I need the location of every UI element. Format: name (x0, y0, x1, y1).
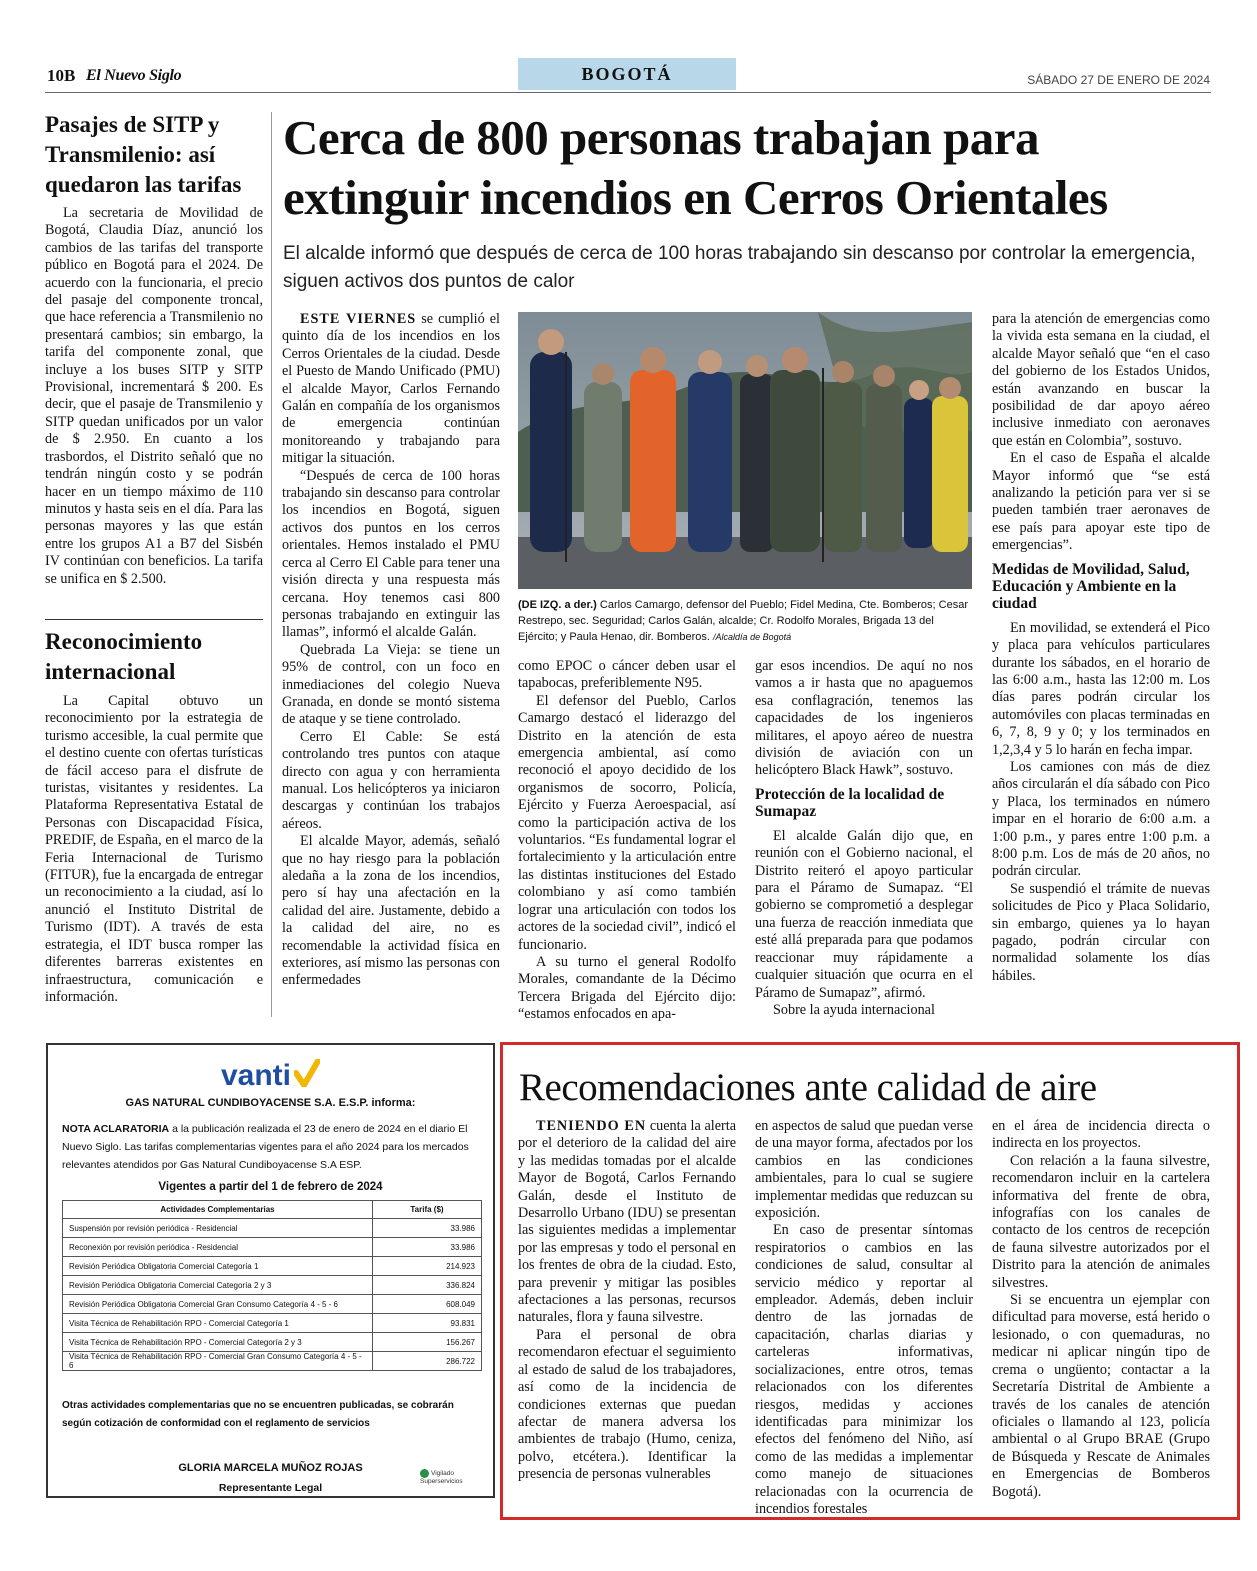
article-paragraph: gar esos incendios. De aquí no nos vamos a ir hasta que no apaguemos esa conflagración, tenemos las capacidades de los ingenieros militares, el apoyo aéreo de nuestra división de aviación con un helicóptero Black Hawk”, sostuvo. (755, 658, 973, 779)
article-body-reconocimiento (45, 693, 263, 1006)
issue-date: SÁBADO 27 DE ENERO DE 2024 (1027, 73, 1210, 87)
table-header: Actividades Complementarias (63, 1201, 373, 1219)
article-paragraph: en aspectos de salud que puedan verse de una mayor forma, afectados por los cambios en las condiciones ambientales, para lo cual se sugiere implementar medidas que reduzcan su exposición. (755, 1118, 973, 1222)
seal-icon (420, 1469, 429, 1478)
article-paragraph: en el área de incidencia directa o indirecta en los proyectos. (992, 1118, 1210, 1152)
article-paragraph: Se suspendió el trámite de nuevas solicitudes de Pico y Placa Solidario, sin embargo, quienes ya lo hayan pagado, podrán circular con normalidad solamente los días hábiles. (992, 880, 1210, 984)
article-paragraph: El alcalde Mayor, además, señaló que no hay riesgo para la población aledaña a la zona de los incendios, pero sí hay una afectación en la calidad del aire. Justamente, debido a la calidad del aire, no es recomendable la actividad física en exteriores, así mismo las personas con enfermedades (282, 833, 500, 989)
reco-column-2 (755, 1118, 973, 1518)
article-paragraph: Si se encuentra un ejemplar con dificultad para moverse, está herido o lesionado, o con quemaduras, no medicar ni aplicar ningún tipo de crema o ungüento; contactar a la Secretaría Distrital de Ambiente a través de los canales de atención oficiales o llamando al 123, policía ambiental o al Grupo BRAE (Grupo de Búsqueda y Rescate de Animales en Emergencias de Bomberos Bogotá). (992, 1292, 1210, 1500)
caption-text: Carlos Camargo, defensor del Pueblo; Fidel Medina, Cte. Bomberos; Cesar Restrepo, sec. Seguridad; Carlos Galán, alcalde; Cr. Rodolfo Morales, Brigada 13 del Ejército; y Paula Henao, dir. Bomberos. (518, 599, 968, 644)
vanti-logo (48, 1059, 493, 1093)
article-paragraph: Con relación a la fauna silvestre, recomendaron incluir en la cartelera informativa del frente de obra, infografías con los canales de contacto de los centros de recepción de fauna silvestre autorizados por el Distrito para la atención de animales silvestres. (992, 1152, 1210, 1291)
article-paragraph: A su turno el general Rodolfo Morales, comandante de la Décimo Tercera Brigada del Ejército dijo: “estamos enfocados en apa- (518, 953, 736, 1023)
article-paragraph: La Capital obtuvo un reconocimiento por la estrategia de turismo accesible, la cual permite que el destino cuente con ofertas turísticas de fácil acceso para el disfrute de turistas, visitantes y residentes. La Plataforma Representativa Estatal de Personas con Discapacidad Física, PREDIF, de España, en el marco de la Feria Internacional de Turismo (FITUR), fue la encargada de entregar un reconocimiento a la ciudad, así lo anunció el Instituto Distrital de Turismo (IDT). A través de esta estrategia, el IDT busca romper las diferentes barreras existentes en infraestructura, comunicación e información. (45, 693, 263, 1005)
main-column-3 (755, 658, 973, 1019)
table-row (63, 1219, 482, 1238)
subheading-movilidad: Medidas de Movilidad, Salud, Educación y Ambiente en la ciudad (992, 560, 1190, 612)
vanti-check-icon (294, 1059, 320, 1092)
ad-signer: GLORIA MARCELA MUÑOZ ROJAS (178, 1462, 363, 1474)
table-header-row (63, 1201, 482, 1219)
tariff-value: 33.986 (373, 1219, 482, 1238)
photo-illustration (518, 312, 972, 589)
article-paragraph (282, 311, 500, 468)
tariff-activity: Revisión Periódica Obligatoria Comercial Categoría 1 (63, 1257, 373, 1276)
article-body-tarifas (45, 205, 263, 588)
masthead: El Nuevo Siglo (86, 67, 182, 84)
ad-vigentes: Vigentes a partir del 1 de febrero de 2024 (158, 1181, 383, 1193)
tariff-table (62, 1200, 482, 1371)
table-row (63, 1276, 482, 1295)
tariff-value: 156.267 (373, 1333, 482, 1352)
article-paragraph: La secretaria de Movilidad de Bogotá, Claudia Díaz, anunció los cambios de las tarifas del transporte público en Bogotá para el 2024. De acuerdo con la funcionaria, el precio del pasaje del componente troncal, que hace referencia a Transmilenio no presentará cambios; sin embargo, la tarifa del componente zonal, que incluye a los buses SITP y SITP Provisional, incrementará $ 200. Es decir, que el pasaje de Transmilenio y SITP quedan unificados por un valor de $ 2.950. En cuanto a los trasbordos, el Distrito señaló que no tendrán ningún costo y se podrán hacer en un tiempo máximo de 110 minutos y hasta seis en el día. Para las personas mayores y las que están entre los grupos A1 a B7 del Sisbén IV continúan con beneficios. La tarifa se unifica en $ 2.500. (45, 205, 263, 587)
table-row (63, 1314, 482, 1333)
article-paragraph: “Después de cerca de 100 horas trabajando sin descanso para controlar los incendios en Bogotá, siguen activos dos puntos en los cerros orientales. Hemos instalado el PMU cerca al Cerro El Cable para tener una visión directa y una respuesta más cercana. Hoy tenemos casi 800 personas trabajando en extinguir las llamas”, informó el alcalde Galán. (282, 467, 500, 641)
article-paragraph: Los camiones con más de diez años circularán el día sábado con Pico y Placa, los terminados en número impar en el horario de 6:00 a.m. a 1:00 p.m., y pares entre 1:00 p.m. a 8:00 p.m. Los de más de 20 años, no podrán circular. (992, 758, 1210, 880)
photo-caption (518, 597, 974, 646)
ad-note-text: a la publicación realizada el 23 de enero de 2024 en el diario El Nuevo Siglo. Las tarifas complementarias vigentes para el año 2024 para los mercados relevantes atendidos por Gas Natural Cundiboyacense S.A ESP. (62, 1123, 469, 1171)
article-paragraph: El alcalde Galán dijo que, en reunión con el Gobierno nacional, el Distrito reiteró el apoyo particular para el Páramo de Sumapaz. “El gobierno se comprometió a desplegar una fuerza de reacción inmediata que esté allá preparada para que podamos reaccionar muy rápidamente a cualquier situación que ocurra en el Páramo de Sumapaz”, afirmó. (755, 827, 973, 1001)
main-headline: Cerca de 800 personas trabajan para extinguir incendios en Cerros Orientales (283, 110, 1108, 225)
article-paragraph: para la atención de emergencias como la vivida esta semana en la ciudad, el alcalde Mayor señaló que “en el caso del gobierno de los Estados Unidos, están avanzando en buscar la posibilidad de dar apoyo aéreo inclusive inmediato con aeronaves que están en Colombia”, sostuvo. (992, 311, 1210, 449)
vanti-notice-ad (46, 1043, 495, 1498)
lead-in: TENIENDO EN (536, 1118, 647, 1134)
tariff-value: 214.923 (373, 1257, 482, 1276)
column-rule (271, 112, 272, 1017)
article-paragraph: como EPOC o cáncer deben usar el tapabocas, preferiblemente N95. (518, 658, 736, 692)
article-paragraph: En caso de presentar síntomas respiratorios o cambios en las condiciones de salud, consultar al servicio médico y reportar al empleador. Además, deben incluir dentro de las jornadas de capacitación, charlas diarias y carteleras informativas, socializaciones, entre otros, temas relacionados con los diferentes riesgos, medidas y acciones identificadas para minimizar los efectos del fenómeno del Niño, así como de las medidas a implementar como manejo de situaciones relacionadas con la ocurrencia de incendios forestales (755, 1222, 973, 1517)
subheading-sumapaz: Protección de la localidad de Sumapaz (755, 785, 945, 820)
article-paragraph: Para el personal de obra recomendaron efectuar el seguimiento al estado de salud de los trabajadores, así como de la incidencia de condiciones externas que puedan afectar de manera adversa los ambientes de trabajo (Humo, ceniza, polvo, etcétera.). Identificar la presencia de personas vulnerables (518, 1326, 736, 1483)
tariff-activity: Revisión Periódica Obligatoria Comercial Gran Consumo Categoría 4 - 5 - 6 (63, 1295, 373, 1314)
section-label: BOGOTÁ (518, 58, 736, 90)
ad-note (62, 1120, 482, 1174)
main-column-4 (992, 311, 1210, 985)
reco-headline: Recomendaciones ante calidad de aire (519, 1066, 1097, 1109)
article-paragraph: Sobre la ayuda internacional (773, 1001, 935, 1018)
table-row (63, 1352, 482, 1371)
table-row (63, 1257, 482, 1276)
ad-footer-note: Otras actividades complementarias que no se encuentren publicadas, se cobrarán según cotización de conformidad con el reglamento de servicios (62, 1400, 454, 1429)
tariff-activity: Visita Técnica de Rehabilitación RPO - Comercial Categoría 1 (63, 1314, 373, 1333)
ad-signer-role: Representante Legal (218, 1482, 323, 1494)
seal-text: Vigilado Superservicios (420, 1470, 463, 1486)
page-number: 10B (47, 66, 76, 85)
tariff-value: 336.824 (373, 1276, 482, 1295)
photo-credit: /Alcaldía de Bogotá (713, 632, 792, 643)
table-row (63, 1333, 482, 1352)
article-title-tarifas: Pasajes de SITP y Transmilenio: así quedaron las tarifas (45, 112, 242, 197)
article-paragraph: Quebrada La Vieja: se tiene un 95% de control, con un foco en inmediaciones del colegio Nueva Granada, en donde se montó sistema de ataque y se tiene controlado. (282, 641, 500, 728)
tariff-activity: Visita Técnica de Rehabilitación RPO - Comercial Gran Consumo Categoría 4 - 5 - 6 (63, 1352, 373, 1371)
tariff-activity: Revisión Periódica Obligatoria Comercial Categoría 2 y 3 (63, 1276, 373, 1295)
divider (45, 619, 263, 620)
header-rule (45, 92, 1211, 93)
lead-in: ESTE VIERNES (300, 311, 417, 327)
tariff-activity: Reconexión por revisión periódica - Residencial (63, 1238, 373, 1257)
main-column-1 (282, 311, 500, 990)
caption-lead: (DE IZQ. a der.) (518, 599, 597, 611)
tariff-value: 33.986 (373, 1238, 482, 1257)
tariff-value: 608.049 (373, 1295, 482, 1314)
article-paragraph: El defensor del Pueblo, Carlos Camargo destacó el liderazgo del Distrito en la atención de esta emergencia ambiental, así como reconoció el apoyo decidido de los organismos de socorro, Policía, Ejército y Fuerza Aeroespacial, así como la participación activa de los voluntarios. “Es fundamental lograr el fortalecimiento y la articulación entre las distintas instituciones del Estado colombiano y así como también lograr una articulación con todos los actores de la sociedad civil”, indicó el funcionario. (518, 692, 736, 953)
main-column-2 (518, 658, 736, 1024)
ad-note-lead: NOTA ACLARATORIA (62, 1123, 170, 1135)
tariff-value: 93.831 (373, 1314, 482, 1333)
ad-company: GAS NATURAL CUNDIBOYACENSE S.A. E.S.P. informa: (125, 1097, 416, 1109)
article-paragraph: Cerro El Cable: Se está controlando tres puntos con ataque directo con agua y con herramienta manual. Los helicópteros ya iniciaron descargas y continúan los trabajos aéreos. (282, 728, 500, 832)
article-title-reconocimiento: Reconocimiento internacional (45, 629, 203, 684)
tariff-value: 286.722 (373, 1352, 482, 1371)
superservicios-seal (420, 1469, 490, 1486)
main-subhead: El alcalde informó que después de cerca de 100 horas trabajando sin descanso por controlar la emergencia, siguen activos dos puntos de calor (283, 243, 1196, 292)
tariff-activity: Suspensión por revisión periódica - Residencial (63, 1219, 373, 1238)
reco-column-1 (518, 1118, 736, 1484)
reco-column-3 (992, 1118, 1210, 1501)
table-row (63, 1295, 482, 1314)
lead-text: cuenta la alerta por el deterioro de la calidad del aire y las medidas tomadas por el alcalde Mayor de Bogotá, Carlos Fernando Galán, desde el Instituto de Desarrollo Urbano (IDU) se presentan las siguientes medidas a implementar por las empresas y todo el personal en los frentes de obra de la ciudad. Esto, para prevenir y mitigar las posibles afectaciones a las personas, recursos naturales, flora y fauna silvestre. (518, 1118, 737, 1326)
table-row (63, 1238, 482, 1257)
news-photo (518, 312, 972, 589)
article-paragraph: En movilidad, se extenderá el Pico y placa para vehículos particulares durante los sábados, en el horario de las 6:00 a.m., hasta las 12:00 m. Los días pares podrán circular los automóviles con placas terminadas en 6, 7, 8, 9 y 0; y los terminados en 1,2,3,4 y 5 lo harán en fecha impar. (992, 619, 1210, 758)
article-paragraph (518, 1118, 736, 1327)
article-paragraph: En el caso de España el alcalde Mayor informó que “se está analizando la petición para ver si se pueden también traer aeronaves de ese país para apoyar este tipo de emergencias”. (992, 450, 1210, 554)
vanti-wordmark: vanti (220, 1059, 292, 1092)
table-header: Tarifa ($) (373, 1201, 482, 1219)
lead-text: se cumplió el quinto día de los incendios en los Cerros Orientales de la ciudad. Desde el Puesto de Mando Unificado (PMU) el alcalde Mayor, Carlos Fernando Galán en compañía de los organismos de emergencia continúan monitoreando y trabajando para mitigar la situación. (282, 311, 500, 467)
tariff-activity: Visita Técnica de Rehabilitación RPO - Comercial Categoría 2 y 3 (63, 1333, 373, 1352)
